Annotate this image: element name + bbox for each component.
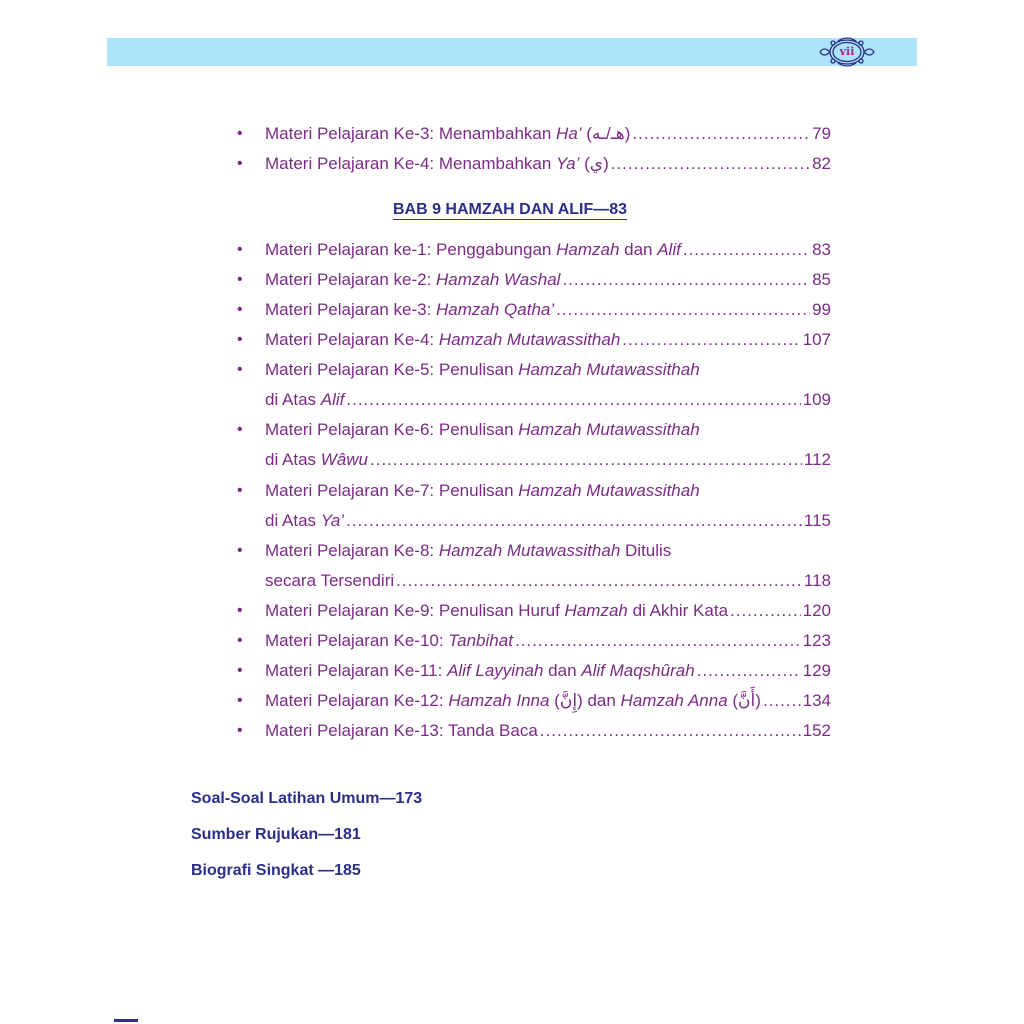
bullet-icon: •: [237, 361, 243, 378]
bullet-icon: •: [237, 482, 243, 499]
toc-entry: Materi Pelajaran Ke-3: Menambahkan Ha’ (هـ/ـه) ..... 79: [265, 122, 831, 146]
toc-entry-line2: di Atas Wâwu ..... 112: [265, 448, 831, 472]
toc-entry: Materi Pelajaran ke-3: Hamzah Qatha’ ..... 99: [265, 298, 831, 322]
page-number: vii: [839, 45, 855, 58]
page-ref: 115: [803, 511, 831, 530]
bullet-icon: •: [237, 155, 243, 172]
toc-entry: Materi Pelajaran Ke-13: Tanda Baca ..... 152: [265, 719, 831, 743]
toc-entry: Materi Pelajaran Ke-12: Hamzah Inna (إِنَّ) dan Hamzah Anna (أَنَّ) ..... 134: [265, 689, 831, 713]
back-matter-entry: Biografi Singkat —185: [191, 862, 361, 879]
chapter-heading: BAB 9 HAMZAH DAN ALIF—83: [392, 201, 628, 218]
back-matter-entry: Sumber Rujukan—181: [191, 826, 361, 843]
page-ref: 112: [803, 450, 831, 469]
bullet-icon: •: [237, 602, 243, 619]
page-ref: 120: [802, 601, 831, 620]
toc-entry: Materi Pelajaran Ke-9: Penulisan Huruf Hamzah di Akhir Kata ..... 120: [265, 599, 831, 623]
bullet-icon: •: [237, 662, 243, 679]
toc-entry: Materi Pelajaran Ke-10: Tanbihat ..... 123: [265, 629, 831, 653]
page-ref: 85: [812, 270, 831, 289]
back-matter-entry: Soal-Soal Latihan Umum—173: [191, 790, 423, 807]
bullet-icon: •: [237, 692, 243, 709]
toc-entry: Materi Pelajaran ke-1: Penggabungan Hamzah dan Alif ..... 83: [265, 238, 831, 262]
page-ref: 107: [802, 330, 831, 349]
page-header-bar: [107, 38, 917, 66]
toc-entry-line1: Materi Pelajaran Ke-6: Penulisan Hamzah Mutawassithah: [265, 420, 700, 439]
bullet-icon: •: [237, 331, 243, 348]
bullet-icon: •: [237, 542, 243, 559]
bullet-icon: •: [237, 241, 243, 258]
page-ref: 79: [812, 124, 831, 143]
toc-entry-line1: Materi Pelajaran Ke-8: Hamzah Mutawassithah Ditulis: [265, 541, 672, 560]
toc-entry-line1: Materi Pelajaran Ke-5: Penulisan Hamzah Mutawassithah: [265, 360, 700, 379]
page-ref: 129: [802, 661, 831, 680]
page-ref: 118: [803, 571, 831, 590]
bullet-icon: •: [237, 271, 243, 288]
bullet-icon: •: [237, 125, 243, 142]
toc-entry: Materi Pelajaran Ke-4: Hamzah Mutawassithah ..... 107: [265, 328, 831, 352]
page-ref: 99: [812, 300, 831, 319]
bullet-icon: •: [237, 722, 243, 739]
toc-entry: Materi Pelajaran Ke-4: Menambahkan Ya’ (ي) ..... 82: [265, 152, 831, 176]
toc-entry-line1: Materi Pelajaran Ke-7: Penulisan Hamzah Mutawassithah: [265, 481, 700, 500]
page-ref: 134: [802, 691, 831, 710]
page-ref: 109: [802, 390, 831, 409]
page-number-badge: [818, 35, 876, 69]
page-ref: 82: [812, 154, 831, 173]
page-ref: 83: [812, 240, 831, 259]
bullet-icon: •: [237, 632, 243, 649]
toc-entry-line2: di Atas Alif ..... 109: [265, 388, 831, 412]
bullet-icon: •: [237, 421, 243, 438]
toc-entry-line2: secara Tersendiri ..... 118: [265, 569, 831, 593]
toc-entry: Materi Pelajaran ke-2: Hamzah Washal ..... 85: [265, 268, 831, 292]
bullet-icon: •: [237, 301, 243, 318]
toc-entry-line2: di Atas Ya’ ..... 115: [265, 509, 831, 533]
page-ref: 152: [802, 721, 831, 740]
page-ref: 123: [802, 631, 831, 650]
page-corner-mark: [114, 1019, 138, 1022]
toc-entry: Materi Pelajaran Ke-11: Alif Layyinah dan Alif Maqshûrah ..... 129: [265, 659, 831, 683]
